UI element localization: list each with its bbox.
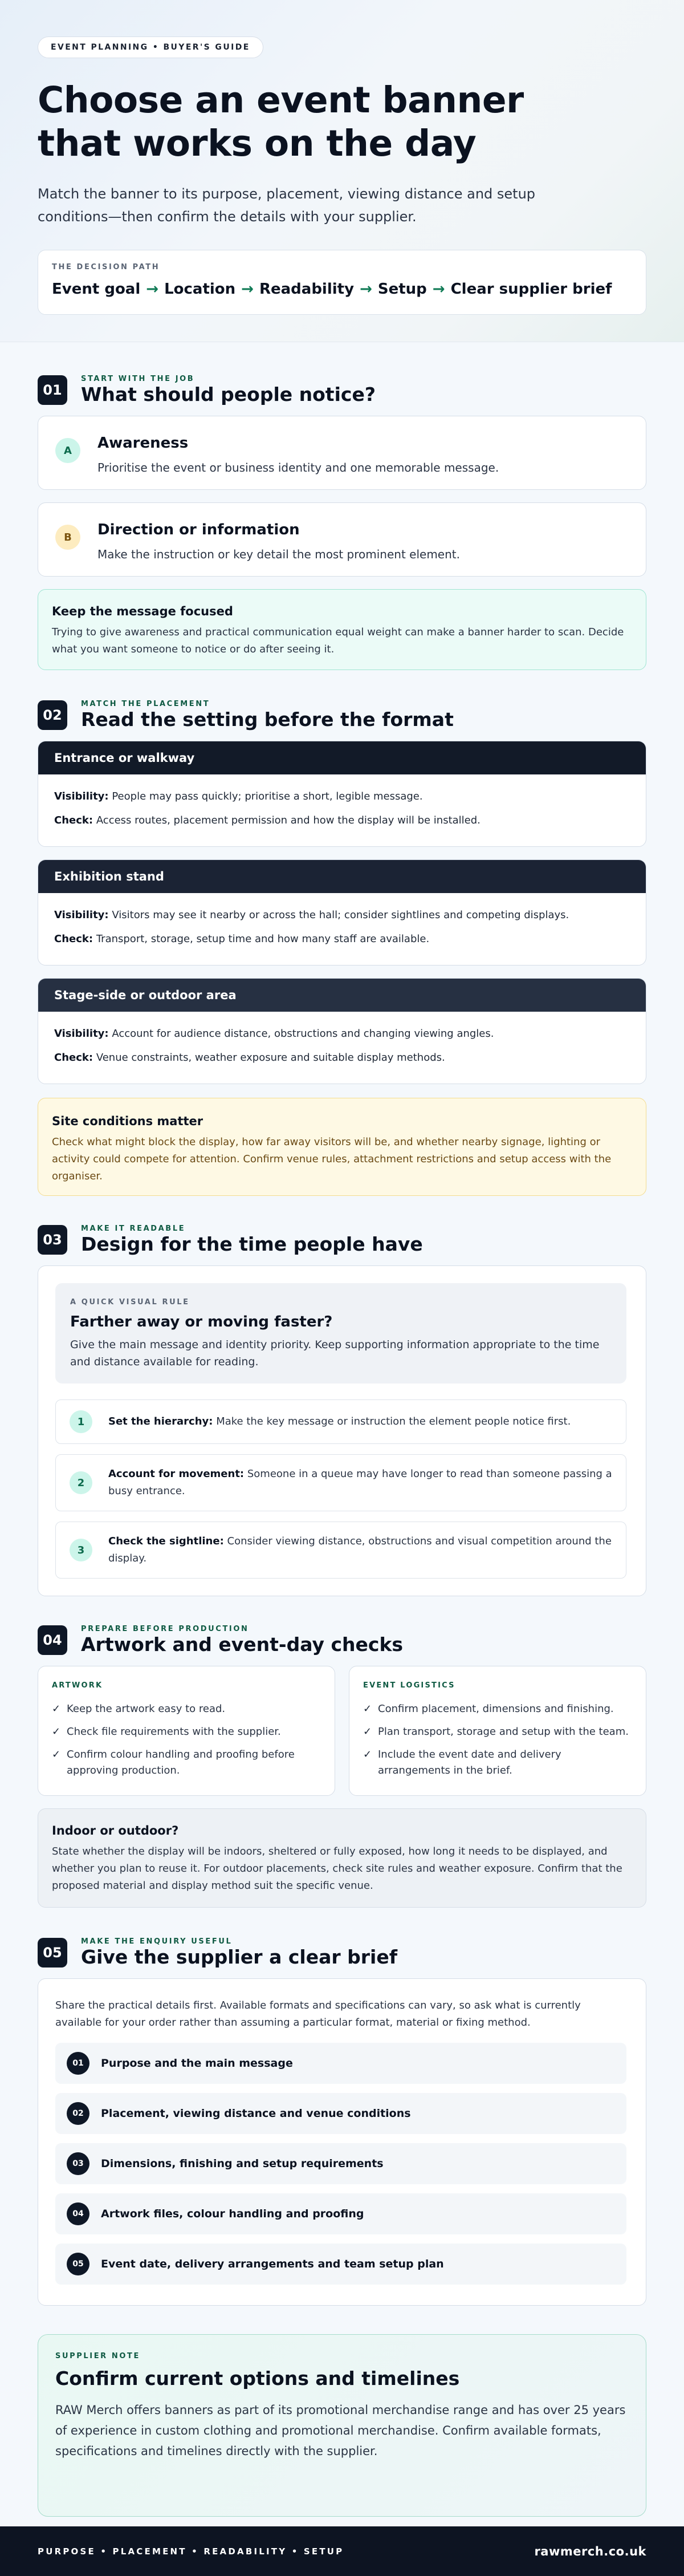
section-kicker: MAKE THE ENQUIRY USEFUL: [81, 1937, 233, 1946]
awareness-card: [38, 416, 646, 490]
brief-item: [55, 2193, 626, 2234]
brief-number: 03: [67, 2152, 89, 2175]
site-conditions-note: [38, 1098, 646, 1196]
placement-name: Stage-side or outdoor area: [38, 979, 646, 1012]
section-kicker: START WITH THE JOB: [81, 374, 195, 383]
column-title: EVENT LOGISTICS: [363, 1681, 455, 1690]
section-2-header: [38, 699, 646, 732]
check-icon: ✓: [52, 1726, 61, 1738]
check-item: ✓ Confirm placement, dimensions and finishing.: [363, 1701, 632, 1717]
check-line: Check: Access routes, placement permission and how the display will be installed.: [54, 814, 481, 826]
section-number: 02: [38, 700, 67, 730]
arrow-right-icon: →: [146, 281, 159, 298]
brief-number: 05: [67, 2253, 89, 2275]
rule-text: Give the main message and identity priority. Keep supporting information appropriate to the time and distance available for reading.: [70, 1338, 600, 1368]
checks-columns: [38, 1666, 646, 1796]
brief-number: 04: [67, 2202, 89, 2225]
brief-label: Placement, viewing distance and venue conditions: [101, 2107, 411, 2120]
card-title: Awareness: [97, 435, 189, 452]
note-text: State whether the display will be indoors, sheltered or fully exposed, how long it needs to be displayed, and whether you plan to reuse it. For outdoor placements, check site rules and weather exposure. Confirm that the proposed material and display method suit the specific venue.: [52, 1845, 622, 1892]
supplier-kicker: SUPPLIER NOTE: [55, 2352, 140, 2360]
section-title: What should people notice?: [81, 383, 376, 405]
brief-number: 01: [67, 2052, 89, 2075]
check-icon: ✓: [363, 1749, 372, 1760]
decision-path-title: THE DECISION PATH: [52, 263, 160, 271]
brief-label: Purpose and the main message: [101, 2057, 293, 2070]
item-number: 3: [70, 1539, 92, 1561]
section-number: 04: [38, 1625, 67, 1655]
placement-name: Exhibition stand: [38, 860, 646, 893]
badge-b: B: [55, 525, 80, 550]
section-number: 05: [38, 1938, 67, 1968]
section-1-header: [38, 374, 646, 407]
decision-path-card: [38, 250, 646, 315]
brief-item: [55, 2093, 626, 2134]
brief-label: Artwork files, colour handling and proofing: [101, 2208, 364, 2220]
placement-card-exhibition: [38, 859, 646, 966]
card-description: Make the instruction or key detail the most prominent element.: [97, 547, 460, 561]
section-number: 03: [38, 1225, 67, 1255]
visual-rule-box: [55, 1283, 626, 1384]
focus-note: [38, 589, 646, 670]
page-title-line-2: that works on the day: [38, 123, 477, 164]
brief-card: [38, 1978, 646, 2306]
arrow-right-icon: →: [432, 281, 445, 298]
check-item: ✓ Plan transport, storage and setup with the team.: [363, 1724, 632, 1740]
page-title-line-1: Choose an event banner: [38, 79, 524, 121]
hero-lead: Match the banner to its purpose, placement, viewing distance and setup conditions—then confirm the details with your supplier.: [38, 186, 536, 225]
readability-item: 2 Account for movement: Someone in a queue may have longer to read than someone passing a busy entrance.: [55, 1454, 626, 1511]
section-title: Read the setting before the format: [81, 708, 454, 731]
brief-item: [55, 2043, 626, 2084]
check-item: ✓ Confirm colour handling and proofing before approving production.: [52, 1747, 321, 1779]
hero-section: [0, 0, 684, 342]
readability-item: 3 Check the sightline: Consider viewing distance, obstructions and visual competition around the display.: [55, 1522, 626, 1579]
arrow-right-icon: →: [360, 281, 372, 298]
section-5-header: [38, 1936, 646, 1969]
brief-intro: Share the practical details first. Available formats and specifications can vary, so ask what is currently available for your order rather than assuming a particular format, material or fixing method.: [55, 1999, 581, 2029]
check-icon: ✓: [363, 1703, 372, 1715]
check-icon: ✓: [52, 1749, 61, 1760]
readability-item: 1 Set the hierarchy: Make the key message or instruction the element people notice first.: [55, 1399, 626, 1444]
brief-item: [55, 2143, 626, 2184]
column-title: ARTWORK: [52, 1681, 103, 1690]
brief-label: Dimensions, finishing and setup requirements: [101, 2157, 384, 2170]
supplier-note: [38, 2334, 646, 2517]
check-item: ✓ Keep the artwork easy to read.: [52, 1701, 321, 1717]
section-kicker: MATCH THE PLACEMENT: [81, 699, 210, 708]
check-line: Check: Venue constraints, weather exposure and suitable display methods.: [54, 1052, 445, 1064]
section-title: Artwork and event-day checks: [81, 1633, 404, 1656]
badge-a: A: [55, 438, 80, 463]
placement-card-stage: [38, 978, 646, 1084]
placement-name: Entrance or walkway: [38, 741, 646, 774]
artwork-card: [38, 1666, 335, 1796]
placement-card-entrance: [38, 741, 646, 847]
note-title: Site conditions matter: [52, 1114, 203, 1128]
visibility-line: Visibility: People may pass quickly; prioritise a short, legible message.: [54, 790, 423, 802]
brief-number: 02: [67, 2102, 89, 2125]
path-step: Location: [164, 281, 236, 298]
section-kicker: PREPARE BEFORE PRODUCTION: [81, 1624, 249, 1633]
supplier-text: RAW Merch offers banners as part of its promotional merchandise range and has over 25 years of experience in custom clothing and promotional merchandise. Confirm available formats, specifications and timelines directly with the supplier.: [55, 2403, 626, 2458]
check-item: ✓ Include the event date and delivery arrangements in the brief.: [363, 1747, 632, 1779]
note-text: Trying to give awareness and practical communication equal weight can make a banner harder to scan. Decide what you want someone to notice or do after seeing it.: [52, 626, 624, 655]
indoor-outdoor-note: [38, 1808, 646, 1908]
rule-kicker: A QUICK VISUAL RULE: [70, 1298, 190, 1307]
footer: [0, 2526, 684, 2576]
footer-website-link[interactable]: rawmerch.co.uk: [534, 2544, 646, 2558]
section-kicker: MAKE IT READABLE: [81, 1224, 186, 1233]
logistics-card: [349, 1666, 646, 1796]
direction-card: [38, 502, 646, 577]
note-title: Indoor or outdoor?: [52, 1824, 179, 1837]
check-icon: ✓: [52, 1703, 61, 1715]
decision-path-steps: [52, 281, 632, 298]
brief-item: [55, 2244, 626, 2285]
path-step: Clear supplier brief: [450, 281, 612, 298]
rule-title: Farther away or moving faster?: [70, 1313, 333, 1330]
brief-label: Event date, delivery arrangements and team setup plan: [101, 2258, 444, 2270]
note-text: Check what might block the display, how far away visitors will be, and whether nearby signage, lighting or activity could compete for attention. Confirm venue rules, attachment restrictions and setup access with the organiser.: [52, 1136, 612, 1182]
card-description: Prioritise the event or business identity and one memorable message.: [97, 461, 499, 474]
readability-card: [38, 1265, 646, 1596]
guide-pill: EVENT PLANNING • BUYER'S GUIDE: [38, 36, 263, 58]
supplier-title: Confirm current options and timelines: [55, 2367, 460, 2390]
section-4-header: [38, 1624, 646, 1657]
check-line: Check: Transport, storage, setup time and how many staff are available.: [54, 933, 430, 945]
page-title: [38, 79, 646, 165]
visibility-line: Visibility: Account for audience distance, obstructions and changing viewing angles.: [54, 1028, 494, 1040]
path-step: Event goal: [52, 281, 141, 298]
card-title: Direction or information: [97, 521, 300, 538]
check-item: ✓ Check file requirements with the supplier.: [52, 1724, 321, 1740]
footer-tagline: PURPOSE • PLACEMENT • READABILITY • SETUP: [38, 2546, 344, 2557]
section-3-header: [38, 1223, 646, 1256]
visibility-line: Visibility: Visitors may see it nearby or across the hall; consider sightlines and competing displays.: [54, 909, 569, 921]
section-title: Give the supplier a clear brief: [81, 1945, 398, 1968]
arrow-right-icon: →: [241, 281, 254, 298]
check-icon: ✓: [363, 1726, 372, 1738]
section-number: 01: [38, 375, 67, 405]
note-title: Keep the message focused: [52, 605, 233, 618]
item-number: 2: [70, 1471, 92, 1494]
path-step: Setup: [377, 281, 427, 298]
section-title: Design for the time people have: [81, 1232, 423, 1255]
item-number: 1: [70, 1410, 92, 1433]
path-step: Readability: [259, 281, 355, 298]
